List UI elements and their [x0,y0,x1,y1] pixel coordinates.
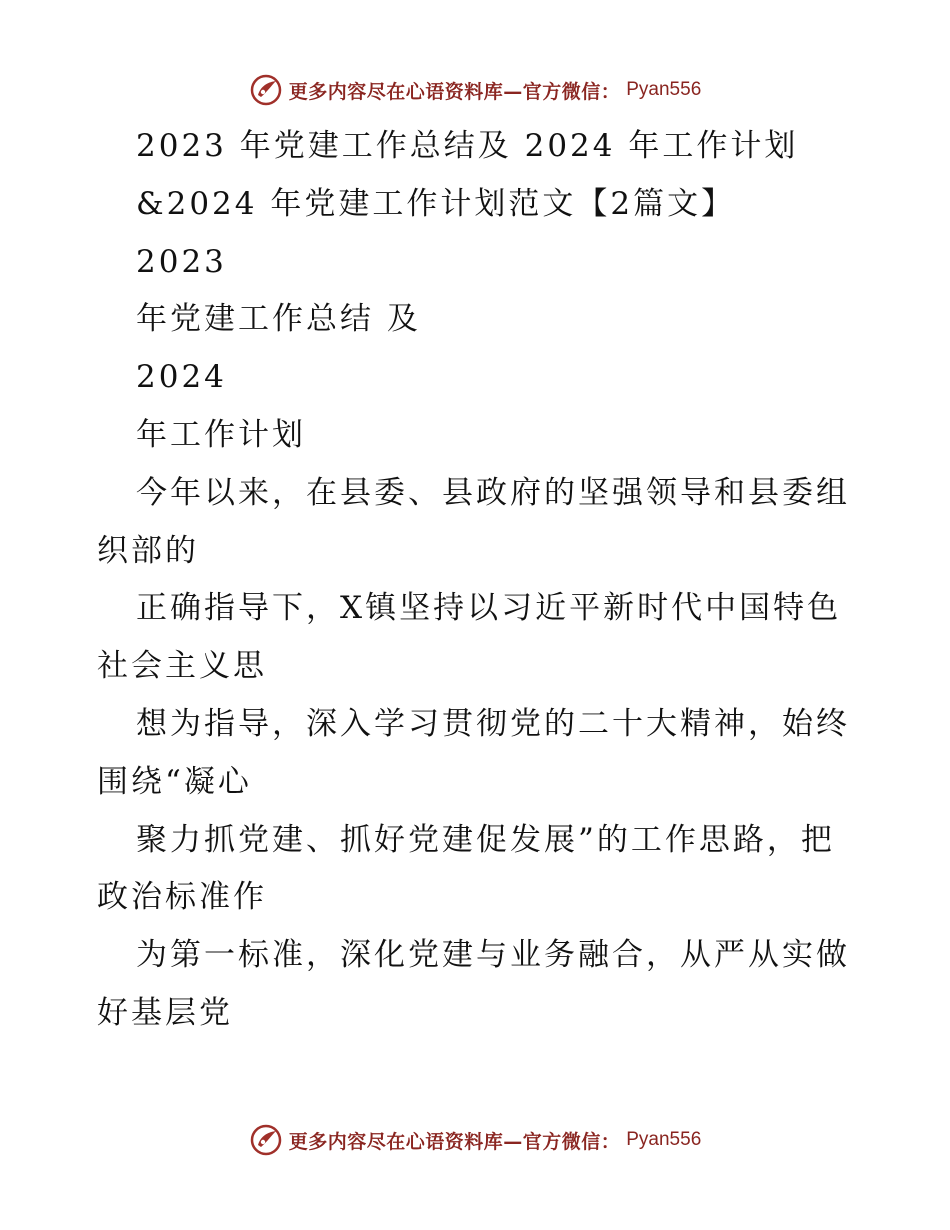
text-line: 想为指导，深入学习贯彻党的二十大精神，始终 [136,705,850,742]
text-line: 聚力抓党建、抓好党建促发展”的工作思路，把 [136,821,835,858]
footer-banner [0,1120,950,1160]
text-line: 社会主义思 [97,648,267,685]
text-line: 为第一标准，深化党建与业务融合，从严从实做 [136,937,850,974]
document-body [97,118,867,1043]
text-line: 2023 年党建工作总结及 2024 年工作计划 [136,128,799,164]
text-line: 政治标准作 [97,879,267,916]
text-line: 2024 [136,359,227,396]
banner-contact: Pyan556 [626,1129,702,1150]
text-line: 2023 [136,243,227,280]
text-line: 好基层党 [97,994,233,1031]
banner-text: 更多内容尽在心语资料库—官方微信： [288,1130,621,1153]
text-line: 围绕“凝心 [97,763,252,800]
text-line: 正确指导下，X镇坚持以习近平新时代中国特色 [136,590,842,627]
text-line: 年工作计划 [136,416,306,453]
text-line: &2024 年党建工作计划范文【2篇文】 [136,185,736,222]
text-line: 年党建工作总结 及 [136,301,421,338]
text-line: 织部的 [97,532,199,569]
banner-text: 更多内容尽在心语资料库—官方微信： [288,80,621,103]
text-line: 今年以来，在县委、县政府的坚强领导和县委组 [136,474,850,511]
brand-logo-icon [249,73,283,107]
brand-logo-icon [249,1123,283,1157]
header-banner [0,70,950,110]
banner-contact: Pyan556 [626,79,702,100]
